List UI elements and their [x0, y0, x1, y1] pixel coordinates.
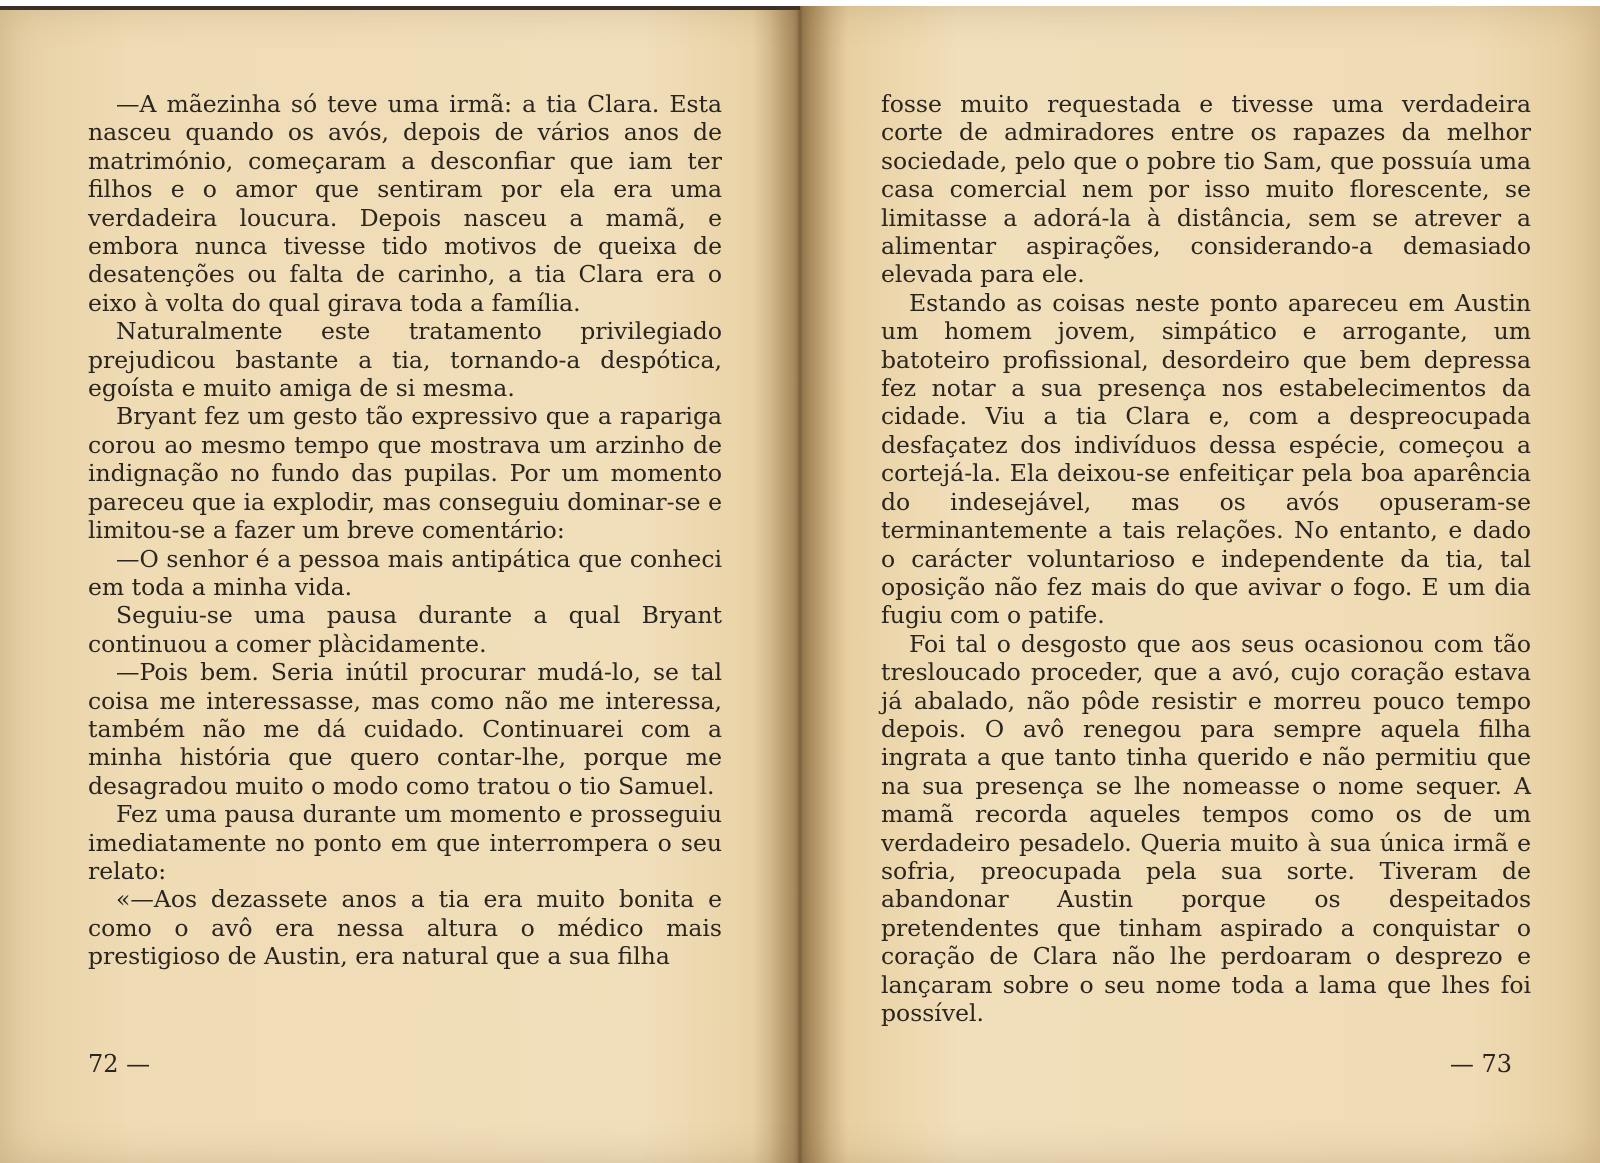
- paragraph: Bryant fez um gesto tão expressivo que a rapariga corou ao mesmo tempo que mostrava um arzinho de indignação no fundo das pupilas. Por um momento pareceu que ia explodir, mas conseguiu dominar-se e limitou-se a fazer um breve comentário:: [88, 402, 722, 545]
- paragraph: Seguiu-se uma pausa durante a qual Bryant continuou a comer plàcidamente.: [88, 601, 722, 658]
- paragraph: —O senhor é a pessoa mais antipática que conheci em toda a minha vida.: [88, 544, 722, 601]
- paragraph: Foi tal o desgosto que aos seus ocasionou com tão tresloucado proceder, que a avó, cujo coração estava já abalado, não pôde resistir e morreu pouco tempo depois. O avô renegou para sempre aquela filha ingrata a que tanto tinha querido e não permitiu que na sua presença se lhe nomeasse o nome sequer. A mamã recorda aqueles tempos como os de um verdadeiro pesadelo. Queria muito à sua única irmã e sofria, preocupada pela sua sorte. Tiveram de abandonar Austin porque os despeitados pretendentes que tinham aspirado a conquistar o coração de Clara não lhe perdoaram o desprezo e lançaram sobre o seu nome toda a lama que lhes foi possível.: [881, 629, 1531, 1027]
- paragraph: «—Aos dezassete anos a tia era muito bonita e como o avô era nessa altura o médico mais prestigioso de Austin, era natural que a sua filha: [88, 885, 722, 971]
- page-number-right: — 73: [1449, 1050, 1512, 1078]
- paragraph-continuation: fosse muito requestada e tivesse uma verdadeira corte de admiradores entre os rapazes da melhor sociedade, pelo que o pobre tio Sam, que possuía uma casa comercial nem por isso muito florescente, se limitasse a adorá-la à distância, sem se atrever a alimentar aspirações, considerando-a demasiado elevada para ele.: [881, 90, 1531, 289]
- book-spread: [0, 6, 1600, 1163]
- paragraph: —A mãezinha só teve uma irmã: a tia Clara. Esta nasceu quando os avós, depois de vários anos de matrimónio, começaram a desconfiar que iam ter filhos e o amor que sentiram por ela era uma verdadeira loucura. Depois nasceu a mamã, e embora nunca tivesse tido motivos de queixa de desatenções ou falta de carinho, a tia Clara era o eixo à volta do qual girava toda a família.: [88, 90, 722, 317]
- right-page: [803, 6, 1600, 1163]
- paragraph: Fez uma pausa durante um momento e prosseguiu imediatamente no ponto em que interrompera o seu relato:: [88, 800, 722, 885]
- page-number-left: 72 —: [88, 1050, 151, 1078]
- left-page-text: [88, 90, 722, 971]
- paragraph: Naturalmente este tratamento privilegiado prejudicou bastante a tia, tornando-a despótica, egoísta e muito amiga de si mesma.: [88, 317, 722, 403]
- right-page-text: [881, 90, 1531, 1027]
- paragraph: Estando as coisas neste ponto apareceu em Austin um homem jovem, simpático e arrogante, um batoteiro profissional, desordeiro que bem depressa fez notar a sua presença nos estabelecimentos da cidade. Viu a tia Clara e, com a despreocupada desfaçatez dos indivíduos dessa espécie, começou a cortejá-la. Ela deixou-se enfeitiçar pela boa aparência do indesejável, mas os avós opuseram-se terminantemente a tais relações. No entanto, e dado o carácter voluntarioso e independente da tia, tal oposição não fez mais do que avivar o fogo. E um dia fugiu com o patife.: [881, 288, 1531, 630]
- paragraph: —Pois bem. Seria inútil procurar mudá-lo, se tal coisa me interessasse, mas como não me interessa, também não me dá cuidado. Continuarei com a minha história que quero contar-lhe, porque me desagradou muito o modo como tratou o tio Samuel.: [88, 658, 722, 800]
- left-page: [0, 6, 797, 1163]
